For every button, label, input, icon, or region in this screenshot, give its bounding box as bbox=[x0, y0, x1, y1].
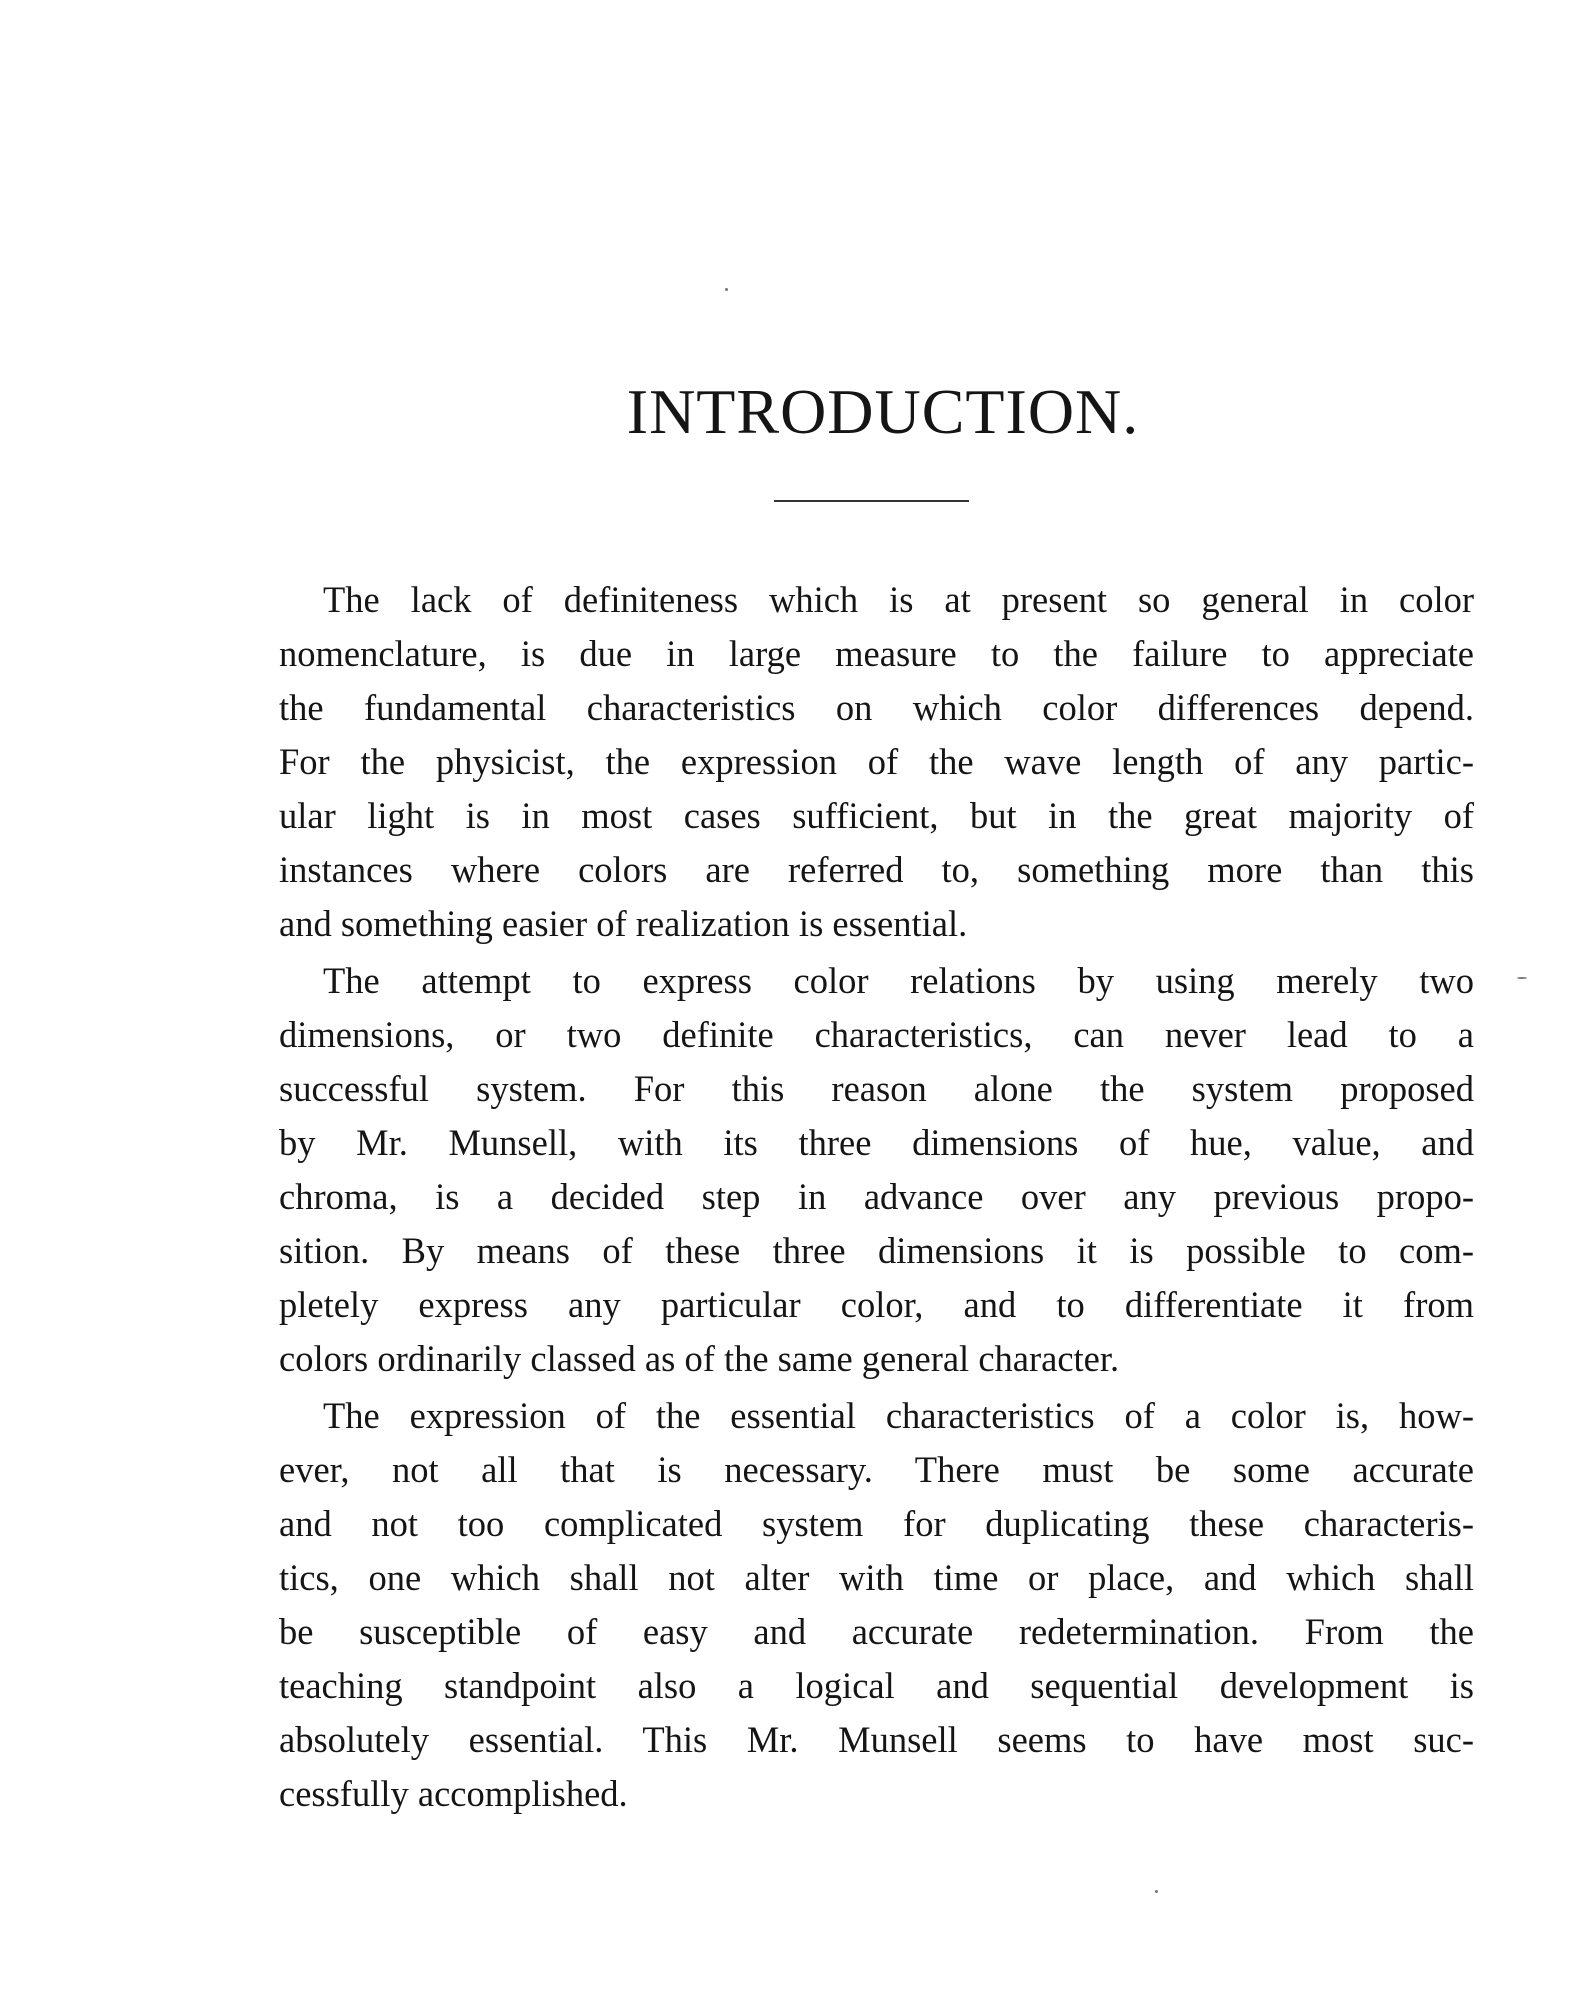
chapter-title: INTRODUCTION. bbox=[626, 376, 1140, 447]
text-line: pletely express any particular color, and to differentiate it from bbox=[279, 1284, 1474, 1325]
text-line: chroma, is a decided step in advance over any previous propo- bbox=[279, 1176, 1474, 1217]
text-line: ular light is in most cases sufficient, but in the great majority of bbox=[279, 795, 1474, 836]
text-line: The lack of definiteness which is at present so general in color bbox=[323, 579, 1474, 620]
text-line: the fundamental characteristics on which color differences depend. bbox=[279, 687, 1474, 728]
text-line: For the physicist, the expression of the wave length of any partic- bbox=[279, 741, 1474, 782]
text-line: The expression of the essential characteristics of a color is, how- bbox=[323, 1395, 1474, 1436]
text-line: successful system. For this reason alone the system proposed bbox=[279, 1068, 1474, 1109]
text-line: ever, not all that is necessary. There must be some accurate bbox=[279, 1449, 1474, 1490]
scan-speck bbox=[1517, 977, 1527, 979]
paragraph bbox=[279, 1389, 1474, 1821]
text-line: absolutely essential. This Mr. Munsell seems to have most suc- bbox=[279, 1719, 1474, 1760]
paragraph bbox=[279, 573, 1474, 951]
text-line: tics, one which shall not alter with time or place, and which shall bbox=[279, 1557, 1474, 1598]
text-line: nomenclature, is due in large measure to the failure to appreciate bbox=[279, 633, 1474, 674]
text-line: instances where colors are referred to, something more than this bbox=[279, 849, 1474, 890]
scan-speck bbox=[1155, 1890, 1158, 1893]
text-line: The attempt to express color relations by using merely two bbox=[323, 960, 1474, 1001]
text-line: by Mr. Munsell, with its three dimensions of hue, value, and bbox=[279, 1122, 1474, 1163]
title-rule-divider bbox=[774, 500, 969, 502]
text-line: sition. By means of these three dimensions it is possible to com- bbox=[279, 1230, 1474, 1271]
scan-speck bbox=[725, 288, 728, 291]
paragraph bbox=[279, 954, 1474, 1386]
text-line: colors ordinarily classed as of the same general character. bbox=[279, 1338, 1120, 1379]
text-line: and something easier of realization is essential. bbox=[279, 903, 968, 944]
text-line: cessfully accomplished. bbox=[279, 1773, 628, 1814]
text-line: and not too complicated system for duplicating these characteris- bbox=[279, 1503, 1474, 1544]
text-line: dimensions, or two definite characteristics, can never lead to a bbox=[279, 1014, 1474, 1055]
body-text bbox=[279, 573, 1474, 1824]
text-line: teaching standpoint also a logical and sequential development is bbox=[279, 1665, 1474, 1706]
text-line: be susceptible of easy and accurate redetermination. From the bbox=[279, 1611, 1474, 1652]
